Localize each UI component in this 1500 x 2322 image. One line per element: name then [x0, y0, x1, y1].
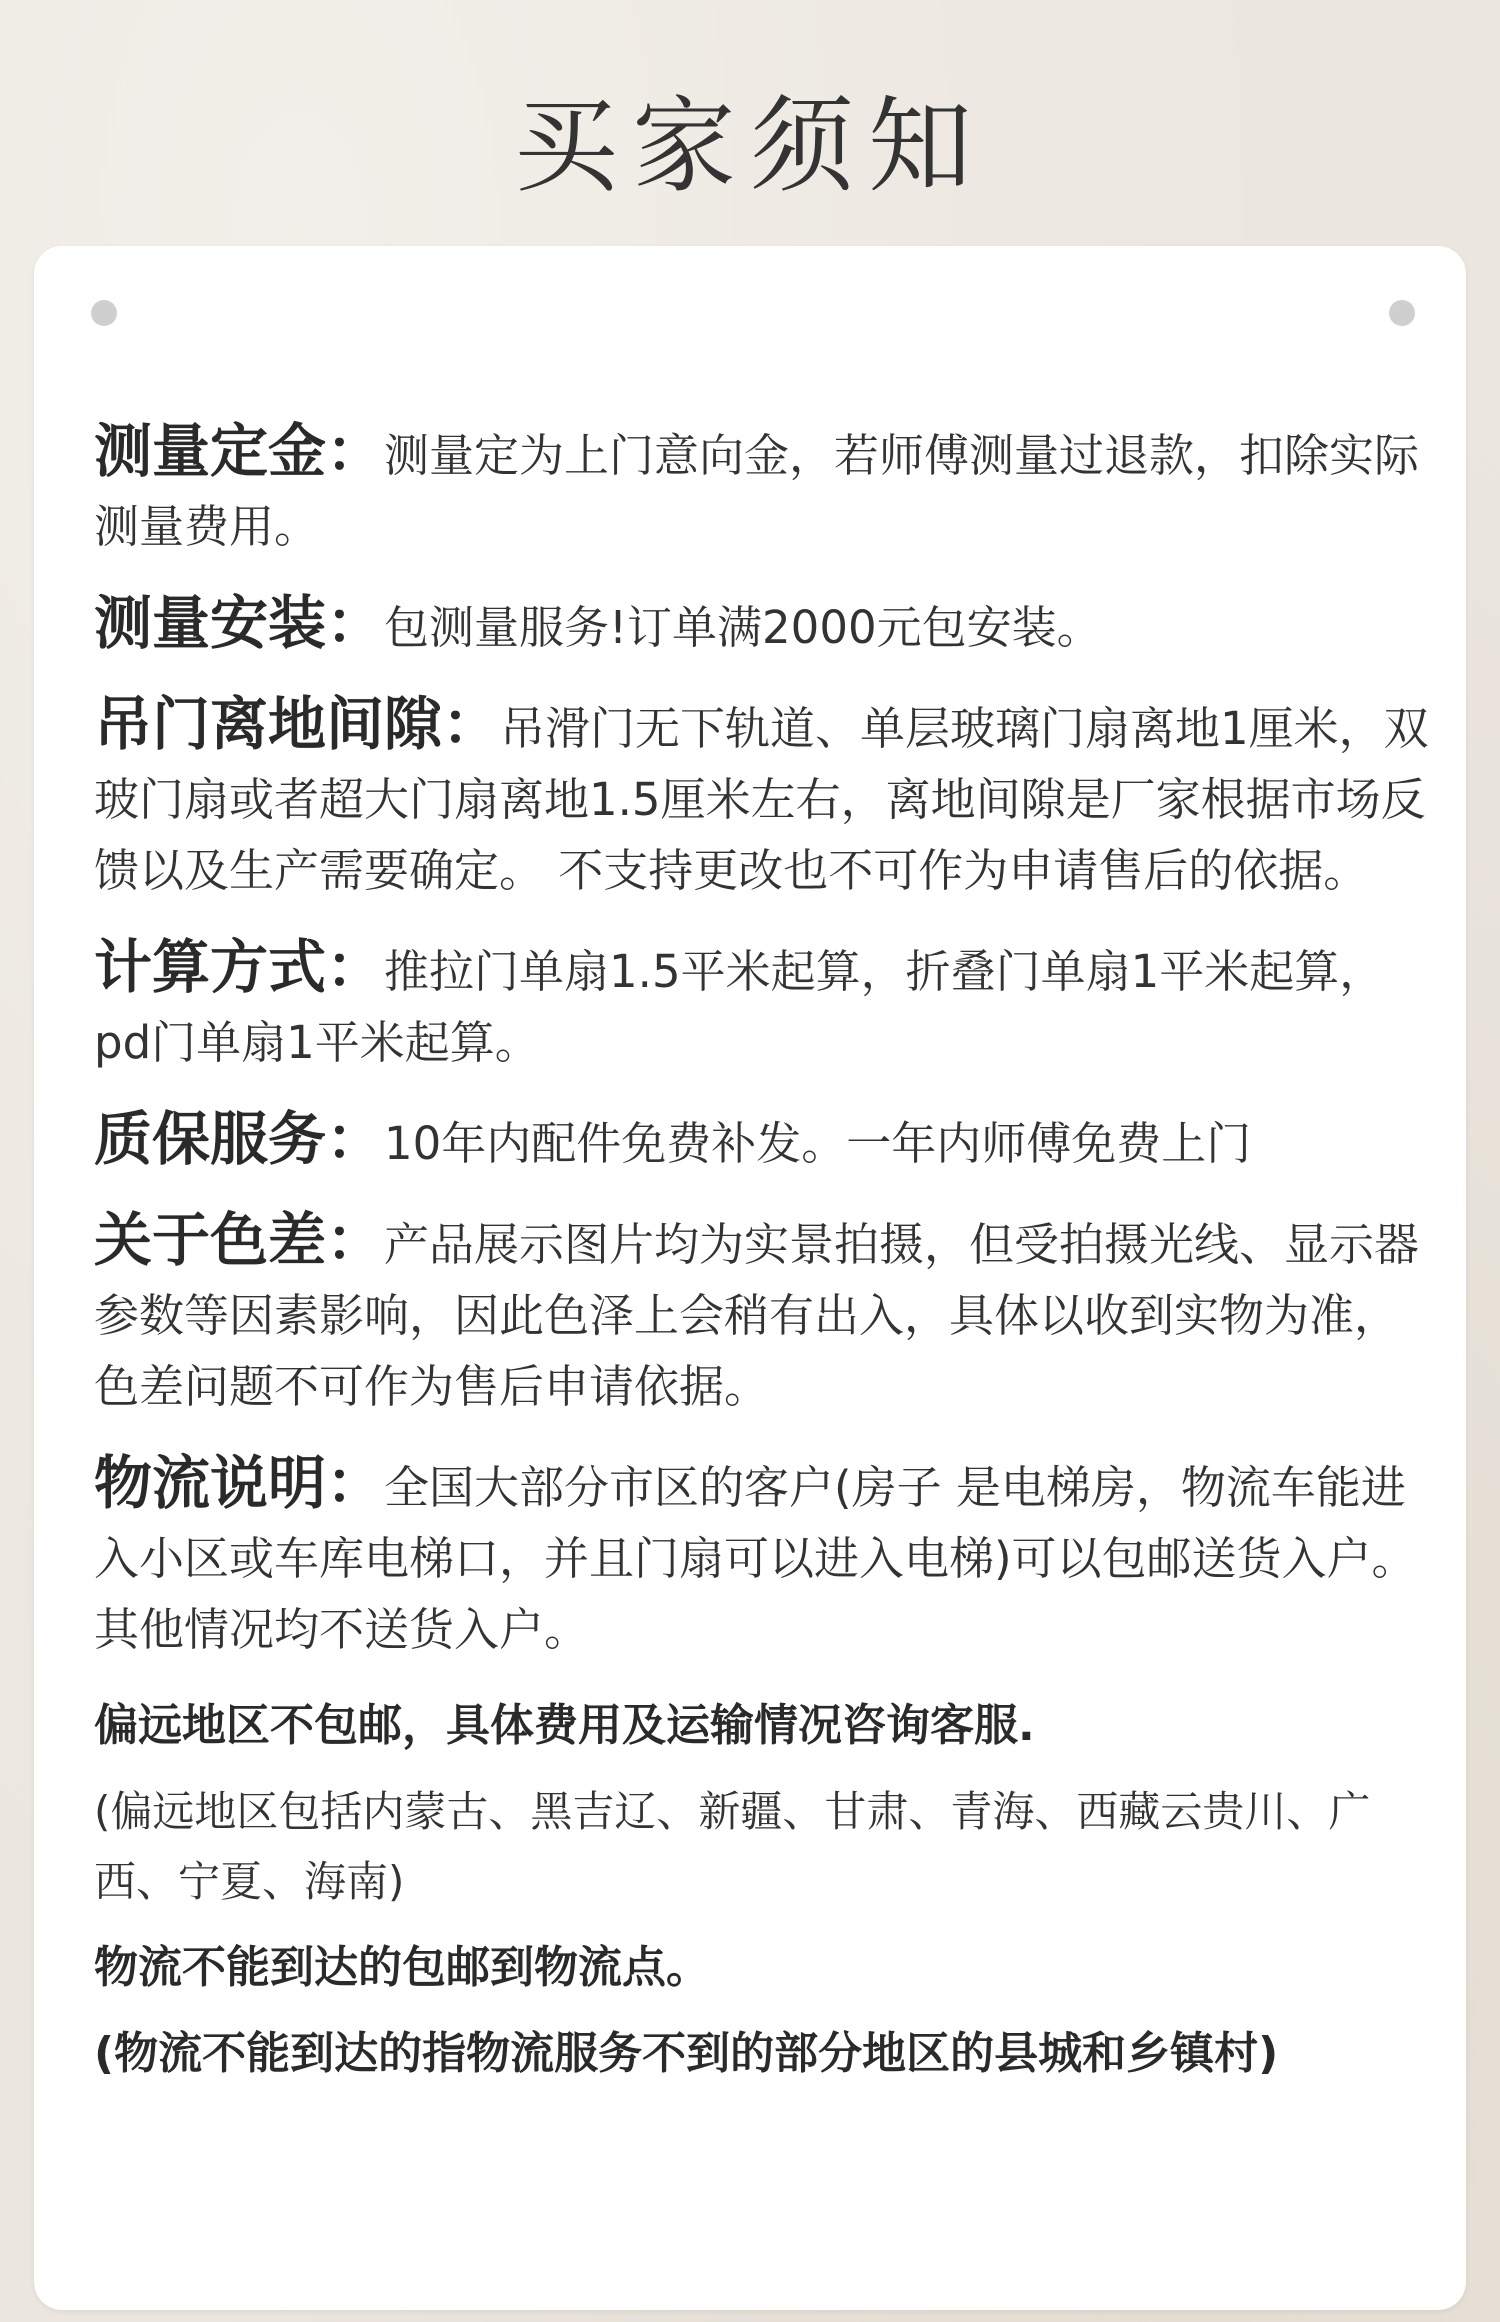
section-heading: 质保服务： [94, 1105, 385, 1173]
section-heading: 关于色差： [94, 1206, 385, 1274]
section-warranty [94, 1104, 1434, 1179]
section-heading: 吊门离地间隙： [94, 690, 501, 758]
remote-area-list: (偏远地区包括内蒙古、黑吉辽、新疆、甘肃、青海、西藏云贵川、广西、宁夏、海南) [94, 1787, 1371, 1906]
section-pricing [94, 932, 1434, 1078]
page-title: 买家须知 [513, 85, 986, 207]
notice-content [94, 416, 1434, 2105]
decorative-dot-left [91, 300, 117, 326]
section-heading: 测量定金： [94, 417, 385, 485]
section-text: 吊滑门无下轨道、单层玻璃门扇离地1厘米，双玻门扇或者超大门扇离地1.5厘米左右，离地间隙是厂家根据市场反馈以及生产需要确定。 不支持更改也不可作为申请售后的依据。 [94, 702, 1429, 897]
section-text: 测量定为上门意向金，若师傅测量过退款，扣除实际测量费用。 [94, 429, 1420, 553]
section-text: 产品展示图片均为实景拍摄，但受拍摄光线、显示器参数等因素影响，因此色泽上会稍有出入，具体以收到实物为准，色差问题不可作为售后申请依据。 [94, 1218, 1420, 1413]
decorative-dot-right [1389, 300, 1415, 326]
section-door-gap [94, 689, 1434, 906]
section-text: 推拉门单扇1.5平米起算，折叠门单扇1平米起算，pd门单扇1平米起算。 [94, 945, 1385, 1069]
section-installation [94, 588, 1434, 663]
section-text: 包测量服务!订单满2000元包安装。 [384, 601, 1102, 654]
unreachable-detail: (物流不能到达的指物流服务不到的部分地区的县城和乡镇村) [94, 2028, 1279, 2079]
section-color-difference [94, 1205, 1434, 1422]
section-text: 10年内配件免费补发。一年内师傅免费上门 [384, 1117, 1252, 1170]
unreachable-note: 物流不能到达的包邮到物流点。 [94, 1942, 710, 1993]
remote-area-note: 偏远地区不包邮，具体费用及运输情况咨询客服. [94, 1700, 1035, 1751]
section-heading: 物流说明： [94, 1449, 385, 1517]
section-logistics [94, 1448, 1434, 1665]
section-heading: 测量安装： [94, 589, 385, 657]
section-heading: 计算方式： [94, 933, 385, 1001]
section-deposit [94, 416, 1434, 562]
notice-card [34, 246, 1466, 2310]
section-text: 全国大部分市区的客户(房子 是电梯房，物流车能进入小区或车库电梯口，并且门扇可以进入电梯)可以包邮送货入户。其他情况均不送货入户。 [94, 1461, 1417, 1656]
